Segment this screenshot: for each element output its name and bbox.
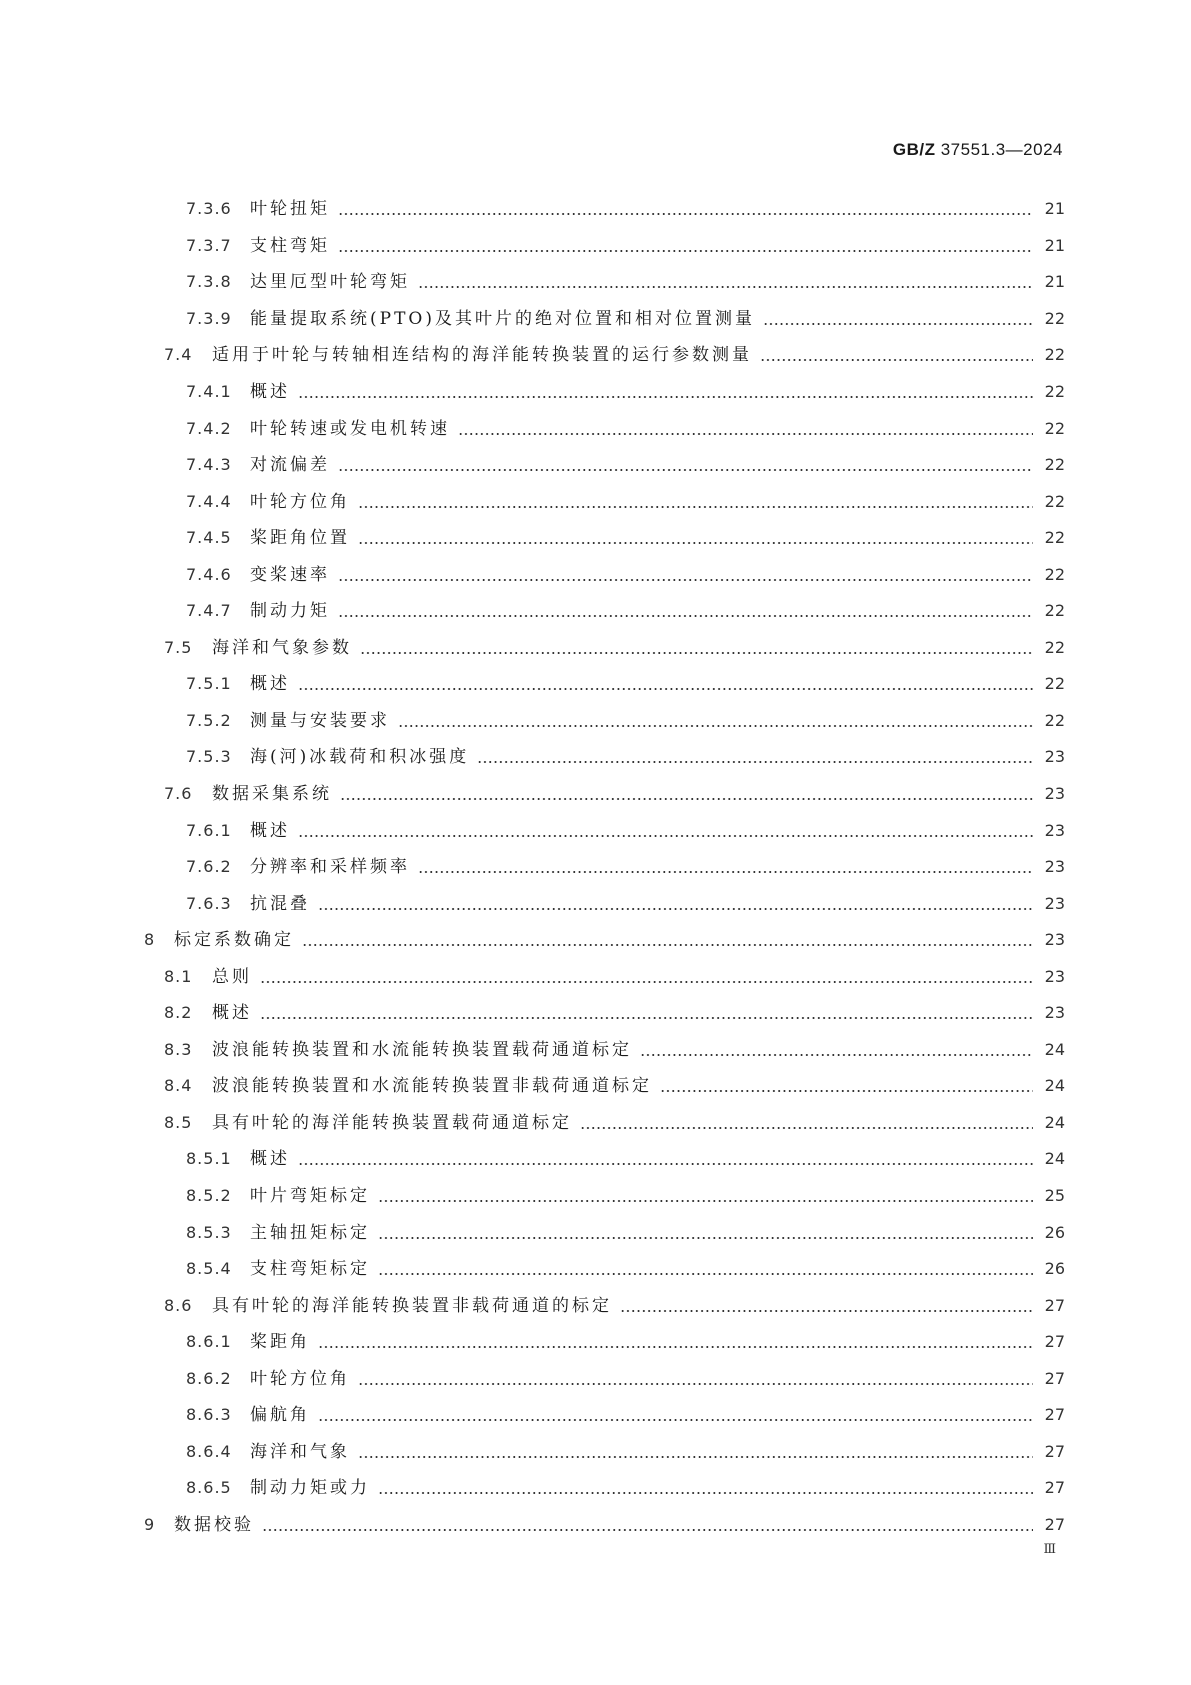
toc-entry-title: 分辨率和采样频率	[250, 857, 410, 878]
toc-dot-leader	[580, 1127, 1033, 1129]
toc-entry-title: 制动力矩	[250, 601, 330, 622]
toc-entry-number: 7.3.8	[186, 272, 232, 292]
toc-dot-leader	[298, 835, 1033, 837]
toc-entry-number: 7.6	[164, 784, 193, 804]
toc-entry-title: 波浪能转换装置和水流能转换装置非载荷通道标定	[212, 1076, 652, 1097]
toc-entry-number: 8	[144, 930, 156, 950]
toc-entry-page: 27	[1044, 1405, 1065, 1425]
toc-entry[interactable]	[0, 958, 1191, 995]
toc-entry[interactable]	[0, 1214, 1191, 1251]
toc-entry-title: 具有叶轮的海洋能转换装置非载荷通道的标定	[212, 1295, 612, 1316]
toc-entry-number: 8.5.2	[186, 1186, 232, 1206]
toc-entry-number: 7.4.1	[186, 382, 232, 401]
toc-entry-number: 7.4.5	[186, 528, 232, 548]
toc-dot-leader	[338, 250, 1033, 252]
toc-dot-leader	[338, 469, 1033, 471]
toc-entry[interactable]	[0, 1470, 1191, 1507]
toc-entry-page: 22	[1044, 308, 1065, 328]
toc-entry[interactable]	[0, 1324, 1191, 1361]
toc-entry-number: 7.6.1	[186, 820, 232, 840]
toc-entry-title: 总则	[212, 966, 252, 987]
toc-dot-leader	[358, 506, 1033, 508]
toc-entry-page: 22	[1044, 637, 1065, 657]
toc-entry[interactable]	[0, 1287, 1191, 1324]
toc-entry-title: 偏航角	[250, 1405, 310, 1426]
toc-entry-title: 主轴扭矩标定	[250, 1222, 370, 1243]
toc-dot-leader	[660, 1090, 1033, 1092]
toc-entry[interactable]	[0, 410, 1191, 447]
toc-entry[interactable]	[0, 556, 1191, 593]
toc-entry-page: 22	[1044, 710, 1065, 730]
toc-entry-page: 24	[1044, 1076, 1065, 1096]
toc-entry-page: 23	[1044, 1003, 1065, 1023]
toc-entry-number: 7.4.2	[186, 418, 232, 438]
toc-entry-number: 7.4.3	[186, 455, 232, 475]
toc-entry-page: 24	[1044, 1112, 1065, 1132]
document-header	[893, 140, 1063, 160]
toc-entry[interactable]	[0, 666, 1191, 703]
toc-entry-page: 22	[1044, 564, 1065, 584]
toc-dot-leader	[418, 286, 1033, 288]
toc-entry-page: 27	[1044, 1368, 1065, 1388]
toc-entry-page: 22	[1044, 491, 1065, 511]
toc-entry-number: 8.6.2	[186, 1368, 232, 1388]
toc-dot-leader	[318, 1419, 1033, 1421]
toc-dot-leader	[458, 433, 1033, 435]
toc-entry[interactable]	[0, 1105, 1191, 1142]
toc-entry-page: 26	[1044, 1222, 1065, 1242]
toc-entry-page: 27	[1044, 1295, 1065, 1315]
toc-dot-leader	[340, 798, 1033, 800]
toc-entry[interactable]	[0, 1251, 1191, 1288]
toc-entry[interactable]	[0, 739, 1191, 776]
toc-entry-number: 7.4.7	[186, 601, 232, 621]
toc-entry-number: 8.2	[164, 1003, 193, 1023]
toc-entry-title: 支柱弯矩	[250, 235, 330, 256]
toc-entry-number: 7.5.3	[186, 747, 232, 767]
toc-entry-title: 叶轮扭矩	[250, 199, 330, 220]
toc-entry-page: 22	[1044, 528, 1065, 548]
toc-entry-title: 叶轮方位角	[250, 1368, 350, 1389]
toc-entry-number: 7.3.6	[186, 199, 232, 219]
toc-entry[interactable]	[0, 1178, 1191, 1215]
toc-entry-number: 7.6.2	[186, 857, 232, 877]
toc-entry-page: 27	[1044, 1478, 1065, 1498]
toc-entry-number: 7.4.4	[186, 491, 232, 511]
toc-entry-title: 适用于叶轮与转轴相连结构的海洋能转换装置的运行参数测量	[212, 345, 752, 366]
toc-entry[interactable]	[0, 337, 1191, 374]
toc-entry-title: 波浪能转换装置和水流能转换装置载荷通道标定	[212, 1039, 632, 1060]
toc-entry-number: 8.6	[164, 1295, 193, 1315]
toc-dot-leader	[358, 1456, 1033, 1458]
toc-dot-leader	[760, 359, 1033, 361]
toc-dot-leader	[318, 908, 1033, 910]
toc-entry-page: 27	[1044, 1441, 1065, 1461]
toc-entry-page: 23	[1044, 820, 1065, 840]
table-of-contents	[0, 191, 1191, 1543]
toc-dot-leader	[378, 1273, 1033, 1275]
toc-entry[interactable]	[0, 630, 1191, 667]
toc-entry-title: 支柱弯矩标定	[250, 1259, 370, 1280]
toc-entry[interactable]	[0, 703, 1191, 740]
toc-entry-title: 概述	[250, 674, 290, 695]
toc-entry[interactable]	[0, 483, 1191, 520]
toc-entry-number: 7.6.3	[186, 893, 232, 913]
toc-entry-title: 抗混叠	[250, 893, 310, 914]
toc-dot-leader	[298, 688, 1033, 690]
toc-entry[interactable]	[0, 593, 1191, 630]
toc-dot-leader	[378, 1492, 1033, 1494]
toc-entry-title: 桨距角	[250, 1332, 310, 1353]
toc-entry-title: 对流偏差	[250, 455, 330, 476]
toc-entry-page: 22	[1044, 455, 1065, 475]
toc-entry[interactable]	[0, 1068, 1191, 1105]
toc-entry[interactable]	[0, 812, 1191, 849]
toc-entry-title: 叶轮转速或发电机转速	[250, 418, 450, 439]
toc-dot-leader	[763, 323, 1033, 325]
toc-entry-number: 8.6.3	[186, 1405, 232, 1425]
toc-entry-number: 9	[144, 1514, 156, 1534]
toc-entry-title: 能量提取系统(PTO)及其叶片的绝对位置和相对位置测量	[250, 308, 755, 329]
toc-entry-title: 达里厄型叶轮弯矩	[250, 272, 410, 293]
toc-entry-title: 桨距角位置	[250, 528, 350, 549]
toc-dot-leader	[378, 1237, 1033, 1239]
toc-entry-title: 概述	[212, 1003, 252, 1024]
toc-dot-leader	[358, 1383, 1033, 1385]
toc-dot-leader	[360, 652, 1033, 654]
toc-entry-title: 数据采集系统	[212, 784, 332, 805]
toc-entry-page: 23	[1044, 747, 1065, 767]
toc-entry-page: 21	[1044, 199, 1065, 219]
toc-entry-page: 22	[1044, 601, 1065, 621]
toc-dot-leader	[418, 871, 1033, 873]
toc-dot-leader	[318, 1346, 1033, 1348]
toc-entry-page: 27	[1044, 1332, 1065, 1352]
toc-dot-leader	[338, 579, 1033, 581]
toc-entry[interactable]	[0, 447, 1191, 484]
toc-entry[interactable]	[0, 1507, 1191, 1544]
toc-entry-page: 21	[1044, 235, 1065, 255]
toc-entry[interactable]	[0, 520, 1191, 557]
toc-entry[interactable]	[0, 1397, 1191, 1434]
toc-entry-number: 8.3	[164, 1039, 193, 1059]
toc-entry-page: 22	[1044, 382, 1065, 401]
toc-dot-leader	[260, 981, 1033, 983]
toc-entry-title: 海洋和气象参数	[212, 637, 352, 658]
toc-entry-number: 7.4.6	[186, 564, 232, 584]
toc-entry[interactable]	[0, 264, 1191, 301]
toc-entry-number: 8.1	[164, 966, 193, 986]
toc-entry-page: 23	[1044, 893, 1065, 913]
standard-number: 37551.3—2024	[940, 140, 1063, 159]
toc-dot-leader	[398, 725, 1033, 727]
toc-entry[interactable]	[0, 995, 1191, 1032]
toc-entry-number: 7.4	[164, 345, 193, 365]
toc-dot-leader	[640, 1054, 1033, 1056]
toc-entry-page: 24	[1044, 1039, 1065, 1059]
toc-entry-title: 测量与安装要求	[250, 710, 390, 731]
toc-entry-page: 21	[1044, 272, 1065, 292]
toc-entry-title: 数据校验	[174, 1514, 254, 1535]
toc-dot-leader	[260, 1017, 1033, 1019]
toc-entry-title: 叶轮方位角	[250, 491, 350, 512]
toc-entry-title: 叶片弯矩标定	[250, 1186, 370, 1207]
toc-entry-number: 8.6.5	[186, 1478, 232, 1498]
toc-entry-number: 7.5.1	[186, 674, 232, 694]
toc-entry[interactable]	[0, 1434, 1191, 1471]
toc-entry-number: 7.3.7	[186, 235, 232, 255]
toc-entry-number: 7.3.9	[186, 308, 232, 328]
toc-dot-leader	[262, 1529, 1033, 1531]
toc-dot-leader	[298, 396, 1033, 398]
toc-entry-number: 7.5.2	[186, 710, 232, 730]
toc-entry[interactable]	[0, 922, 1191, 959]
toc-entry-number: 8.5.4	[186, 1259, 232, 1279]
toc-entry-number: 8.6.4	[186, 1441, 232, 1461]
toc-entry-number: 8.6.1	[186, 1332, 232, 1352]
toc-dot-leader	[298, 1163, 1033, 1165]
toc-entry-title: 变桨速率	[250, 564, 330, 585]
toc-entry-title: 概述	[250, 820, 290, 841]
toc-entry[interactable]	[0, 374, 1191, 411]
toc-entry-title: 概述	[250, 382, 290, 402]
toc-entry[interactable]	[0, 1032, 1191, 1069]
standard-code: GB/Z	[892, 140, 936, 159]
toc-dot-leader	[302, 944, 1033, 946]
toc-entry[interactable]	[0, 849, 1191, 886]
page-number: Ⅲ	[1043, 1542, 1055, 1557]
toc-entry-number: 7.5	[164, 637, 193, 657]
toc-entry-number: 8.5.1	[186, 1149, 232, 1169]
toc-entry-page: 27	[1044, 1514, 1065, 1534]
toc-entry[interactable]	[0, 1361, 1191, 1398]
toc-entry-title: 制动力矩或力	[250, 1478, 370, 1499]
toc-entry-page: 22	[1044, 674, 1065, 694]
toc-dot-leader	[338, 615, 1033, 617]
toc-entry[interactable]	[0, 1141, 1191, 1178]
toc-entry-page: 22	[1044, 418, 1065, 438]
toc-entry-page: 26	[1044, 1259, 1065, 1279]
toc-entry-page: 23	[1044, 784, 1065, 804]
toc-dot-leader	[477, 761, 1033, 763]
toc-entry-page: 23	[1044, 930, 1065, 950]
toc-dot-leader	[358, 542, 1033, 544]
toc-entry[interactable]	[0, 191, 1191, 228]
toc-entry-number: 8.4	[164, 1076, 193, 1096]
toc-entry[interactable]	[0, 776, 1191, 813]
toc-dot-leader	[338, 213, 1033, 215]
toc-dot-leader	[620, 1310, 1033, 1312]
toc-entry-title: 具有叶轮的海洋能转换装置载荷通道标定	[212, 1112, 572, 1133]
toc-entry-page: 23	[1044, 966, 1065, 986]
toc-entry[interactable]	[0, 301, 1191, 338]
toc-entry-page: 22	[1044, 345, 1065, 365]
toc-entry-page: 23	[1044, 857, 1065, 877]
toc-entry-number: 8.5	[164, 1112, 193, 1132]
toc-entry-title: 海洋和气象	[250, 1441, 350, 1462]
toc-entry-number: 8.5.3	[186, 1222, 232, 1242]
toc-entry-title: 概述	[250, 1149, 290, 1170]
toc-dot-leader	[378, 1200, 1033, 1202]
toc-entry-page: 24	[1044, 1149, 1065, 1169]
toc-entry[interactable]	[0, 228, 1191, 265]
toc-entry-page: 25	[1044, 1186, 1065, 1206]
toc-entry-title: 标定系数确定	[174, 930, 294, 951]
toc-entry[interactable]	[0, 885, 1191, 922]
toc-entry-title: 海(河)冰载荷和积冰强度	[250, 747, 470, 768]
